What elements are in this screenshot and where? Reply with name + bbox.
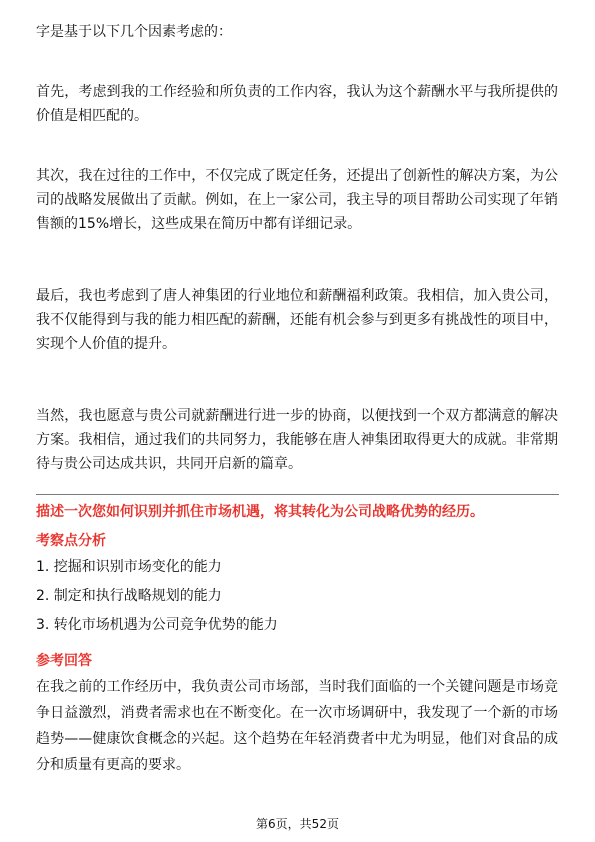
analysis-item: 3. 转化市场机遇为公司竞争优势的能力	[36, 617, 278, 633]
answer-heading: 参考回答	[36, 653, 92, 669]
paragraph-third: 最后，我也考虑到了唐人神集团的行业地位和薪酬福利政策。我相信，加入贵公司，我不仅能得到与我的能力相匹配的薪酬，还能有机会参与到更多有挑战性的项目中，实现个人价值的提升。	[36, 288, 558, 352]
paragraph-fourth: 当然，我也愿意与贵公司就薪酬进行进一步的协商，以便找到一个双方都满意的解决方案。我相信，通过我们的共同努力，我能够在唐人神集团取得更大的成就。非常期待与贵公司达成共识，共同开启新的篇章。	[36, 408, 558, 472]
paragraph-second: 其次，我在过往的工作中，不仅完成了既定任务，还提出了创新性的解决方案，为公司的战略发展做出了贡献。例如，在上一家公司，我主导的项目帮助公司实现了年销售额的15%增长，这些成果在简历中都有详细记录。	[36, 168, 558, 232]
page-number: 第6页，共52页	[256, 817, 339, 831]
paragraph-first: 首先，考虑到我的工作经验和所负责的工作内容，我认为这个薪酬水平与我所提供的价值是相匹配的。	[36, 84, 558, 124]
analysis-item: 1. 挖掘和识别市场变化的能力	[36, 559, 222, 575]
paragraph-intro: 字是基于以下几个因素考虑的：	[36, 24, 232, 40]
answer-text: 在我之前的工作经历中，我负责公司市场部，当时我们面临的一个关键问题是市场竞争日益激烈，消费者需求也在不断变化。在一次市场调研中，我发现了一个新的市场趋势——健康饮食概念的兴起。这个趋势在年轻消费者中尤为明显，他们对食品的成分和质量有更高的要求。	[36, 679, 558, 773]
section-divider	[36, 494, 559, 495]
analysis-item: 2. 制定和执行战略规划的能力	[36, 588, 222, 604]
analysis-heading: 考察点分析	[36, 533, 106, 549]
interview-question: 描述一次您如何识别并抓住市场机遇，将其转化为公司战略优势的经历。	[36, 504, 484, 520]
